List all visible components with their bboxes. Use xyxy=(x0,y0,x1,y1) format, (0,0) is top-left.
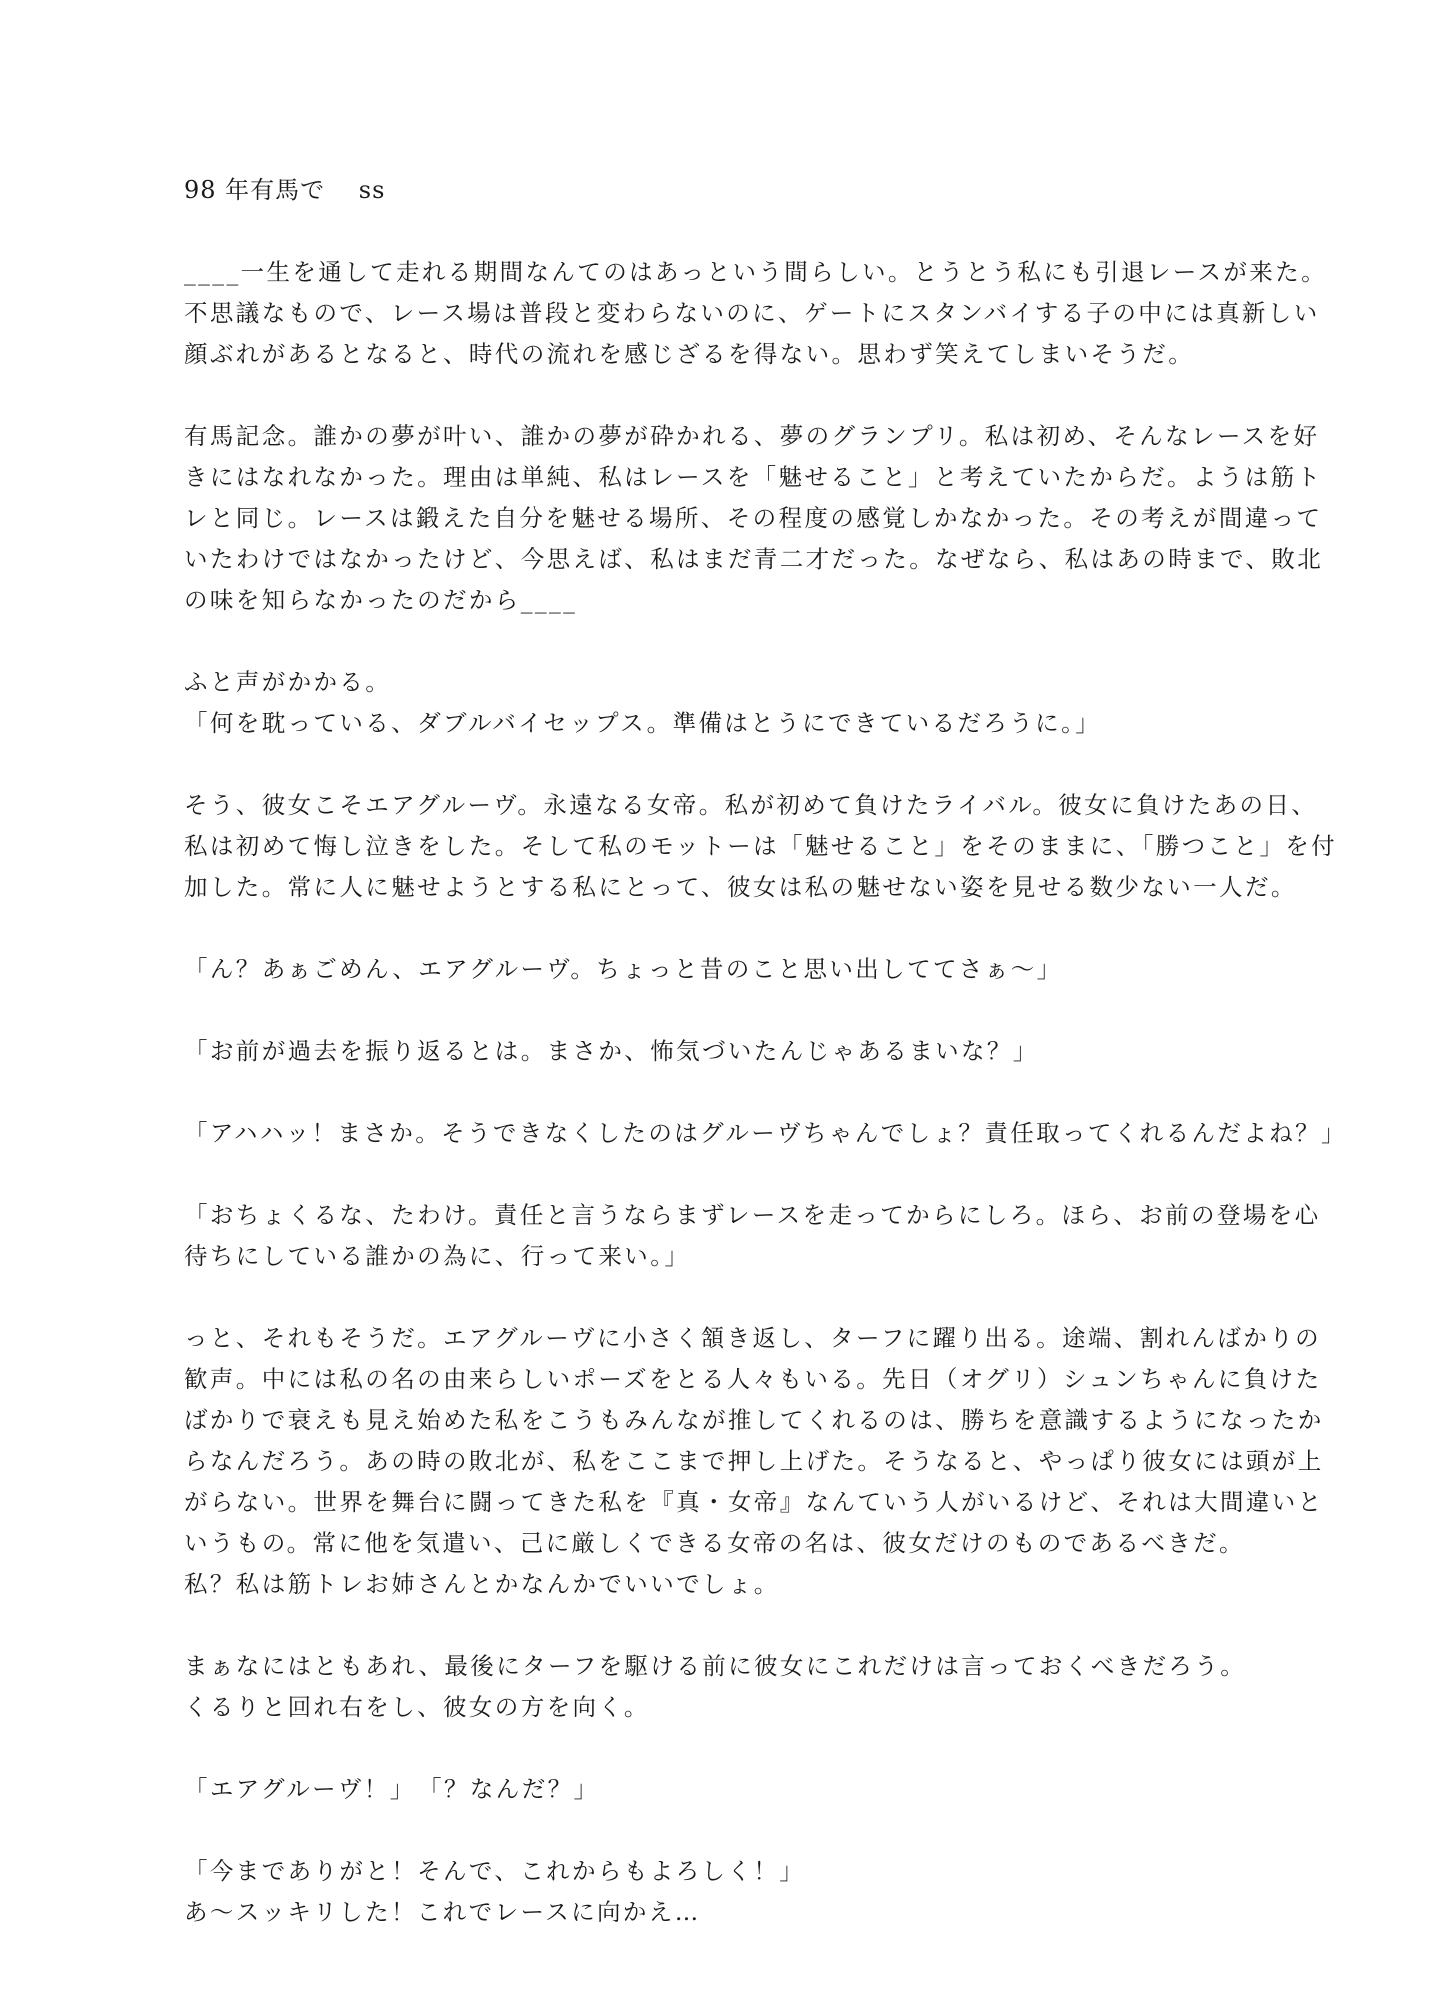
dialogue-line: 「何を耽っている、ダブルバイセップス。準備はとうにできているだろうに。」 xyxy=(184,709,1102,737)
paragraph-line: ____一生を通して走れる期間なんてのはあっという間らしい。とうとう私にも引退レースが来た。 xyxy=(184,258,1327,286)
paragraph-line: らなんだろう。あの時の敗北が、私をここまで押し上げた。そうなると、やっぱり彼女には頭が上 xyxy=(184,1447,1324,1475)
paragraph-line: っと、それもそうだ。エアグルーヴに小さく頷き返し、ターフに躍り出る。途端、割れんばかりの xyxy=(184,1324,1322,1352)
paragraph-12 xyxy=(184,1851,1274,1933)
document-body xyxy=(184,170,1347,1974)
paragraph-line: あ～スッキリした！これでレースに向かえ… xyxy=(184,1898,701,1926)
dialogue-line: 「エアグルーヴ！」 「？なんだ？」 xyxy=(184,1775,600,1803)
paragraph-line: 私は初めて悔し泣きをした。そして私のモットーは「魅せること」をそのままに、「勝つこと」を付 xyxy=(184,832,1338,860)
dialogue-line: 「おちょくるな、たわけ。責任と言うならまずレースを走ってからにしろ。ほら、お前の登場を心 xyxy=(184,1201,1321,1229)
paragraph-line: ばかりで衰えも見え始めた私をこうもみんなが推してくれるのは、勝ちを意識するようになったか xyxy=(184,1406,1324,1434)
paragraph-line: 歓声。中には私の名の由来らしいポーズをとる人々もいる。先日（オグリ）シュンちゃんに負けた xyxy=(184,1365,1322,1393)
paragraph-line: ふと声がかかる。 xyxy=(184,668,392,696)
paragraph-line: きにはなれなかった。理由は単純、私はレースを「魅せること」と考えていたからだ。ようは筋ト xyxy=(184,463,1323,491)
paragraph-10 xyxy=(184,1646,1274,1728)
paragraph-line: の味を知らなかったのだから____ xyxy=(184,586,578,614)
dialogue-line: 「ん？あぁごめん、エアグルーヴ。ちょっと昔のこと思い出しててさぁ～」 xyxy=(184,955,1063,983)
paragraph-2 xyxy=(184,416,1324,621)
paragraph-line: 不思議なもので、レース場は普段と変わらないのに、ゲートにスタンバイする子の中には真新しい xyxy=(184,299,1320,327)
paragraph-line: くるりと回れ右をし、彼女の方を向く。 xyxy=(184,1693,650,1721)
paragraph-line: いうもの。常に他を気遣い、己に厳しくできる女帝の名は、彼女だけのものであるべきだ。 xyxy=(184,1529,1245,1557)
paragraph-6 xyxy=(184,1031,1274,1072)
paragraph-4 xyxy=(184,785,1338,908)
paragraph-line: まぁなにはともあれ、最後にターフを駆ける前に彼女にこれだけは言っておくべきだろう。 xyxy=(184,1652,1247,1680)
dialogue-line: 「お前が過去を振り返るとは。まさか、怖気づいたんじゃあるまいな？」 xyxy=(184,1037,1039,1065)
paragraph-line: 有馬記念。誰かの夢が叶い、誰かの夢が砕かれる、夢のグランプリ。私は初め、そんなレースを好 xyxy=(184,422,1320,450)
paragraph-line: そう、彼女こそエアグルーヴ。永遠なる女帝。私が初めて負けたライバル。彼女に負けたあの日、 xyxy=(184,791,1318,819)
dialogue-line: 「今までありがと！そんで、これからもよろしく！」 xyxy=(184,1857,806,1885)
paragraph-9 xyxy=(184,1318,1324,1605)
paragraph-1 xyxy=(184,252,1327,375)
paragraph-3 xyxy=(184,662,1274,744)
dialogue-line: 待ちにしている誰かの為に、行って来い。」 xyxy=(184,1242,691,1270)
paragraph-line: いたわけではなかったけど、今思えば、私はまだ青二才だった。なぜなら、私はあの時まで、敗北 xyxy=(184,545,1324,573)
paragraph-line: 加した。常に人に魅せようとする私にとって、彼女は私の魅せない姿を見せる数少ない一人だ。 xyxy=(184,873,1297,901)
paragraph-line: 顔ぶれがあるとなると、時代の流れを感じざるを得ない。思わず笑えてしまいそうだ。 xyxy=(184,340,1195,368)
paragraph-line: 私？私は筋トレお姉さんとかなんかでいいでしょ。 xyxy=(184,1570,780,1598)
paragraph-line: がらない。世界を舞台に闘ってきた私を『真・女帝』なんていう人がいるけど、それは大間違いと xyxy=(184,1488,1324,1516)
paragraph-11 xyxy=(184,1769,1274,1810)
paragraph-5 xyxy=(184,949,1274,990)
dialogue-line: 「アハハッ！まさか。そうできなくしたのはグルーヴちゃんでしょ？責任取ってくれるんだよね？」 xyxy=(184,1119,1347,1147)
document-title: 98 年有馬で ss xyxy=(184,176,386,204)
paragraph-line: レと同じ。レースは鍛えた自分を魅せる場所、その程度の感覚しかなかった。その考えが間違って xyxy=(184,504,1323,532)
paragraph-7 xyxy=(184,1113,1347,1154)
paragraph-8 xyxy=(184,1195,1321,1277)
